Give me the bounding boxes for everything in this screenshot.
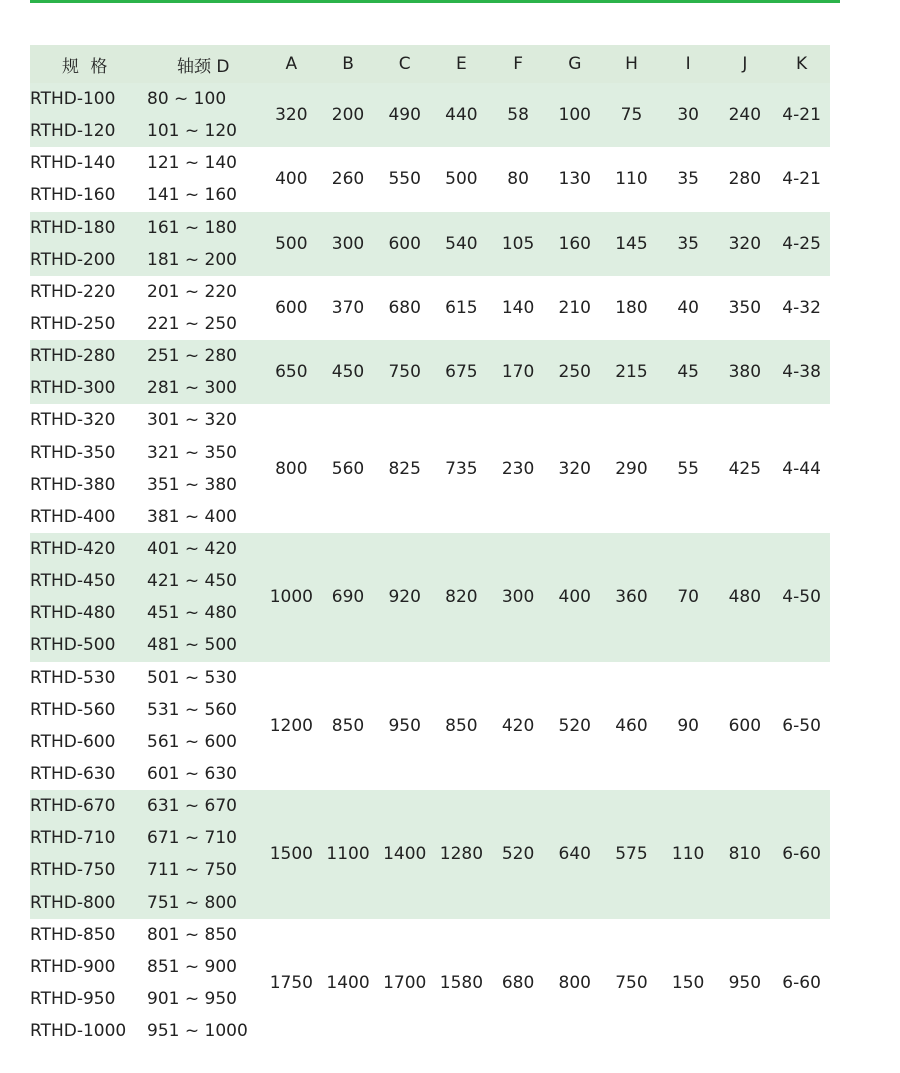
dimension-cell-i: 35 (677, 233, 699, 254)
dimension-cell-c: 825 (388, 458, 421, 479)
spec-cell: RTHD-450 (30, 571, 116, 592)
shaft-d-cell: 251 ~ 280 (147, 346, 237, 367)
dimension-cell-b: 370 (331, 297, 365, 318)
header-row (30, 45, 830, 83)
dimension-cell-a: 600 (275, 297, 308, 318)
dimension-cell-i: 150 (671, 972, 705, 993)
spec-cell: RTHD-750 (30, 860, 116, 881)
dimension-cell-j: 425 (728, 458, 762, 479)
shaft-d-cell: 711 ~ 750 (147, 860, 237, 881)
shaft-d-cell: 801 ~ 850 (147, 924, 237, 945)
shaft-d-cell: 80 ~ 100 (147, 89, 227, 110)
dimension-cell-g: 800 (558, 972, 591, 993)
dimension-cell-g: 320 (558, 458, 591, 479)
dimension-cell-i: 70 (677, 587, 699, 608)
dimension-cell-f: 230 (501, 458, 535, 479)
shaft-d-cell: 281 ~ 300 (147, 378, 237, 399)
dimension-cell-b: 450 (331, 362, 365, 383)
dimension-cell-j: 240 (728, 105, 762, 126)
dimension-cell-c: 950 (388, 715, 421, 736)
spec-cell: RTHD-120 (30, 121, 116, 142)
dimension-cell-a: 320 (275, 105, 308, 126)
header-col-b: B (342, 54, 354, 74)
dimension-cell-f: 80 (507, 169, 529, 190)
header-col-h: H (625, 54, 638, 74)
dimension-cell-b: 300 (331, 233, 365, 254)
dimension-cell-k: 4-38 (782, 362, 821, 383)
header-shaft-d: 轴颈 D (177, 56, 230, 77)
dimension-cell-f: 58 (507, 105, 529, 126)
spec-cell: RTHD-530 (30, 667, 116, 688)
dimension-cell-k: 4-21 (782, 169, 821, 190)
spec-cell: RTHD-900 (30, 956, 116, 977)
table-row (30, 404, 830, 436)
dimension-cell-k: 4-21 (782, 105, 821, 126)
spec-cell: RTHD-320 (30, 410, 116, 431)
table-row (30, 276, 830, 308)
dimension-cell-h: 290 (615, 458, 648, 479)
row-group (30, 340, 830, 404)
spec-cell: RTHD-100 (30, 89, 116, 110)
dimension-cell-i: 45 (677, 362, 699, 383)
shaft-d-cell: 321 ~ 350 (147, 442, 237, 463)
dimension-cell-f: 420 (501, 715, 535, 736)
shaft-d-cell: 421 ~ 450 (147, 571, 237, 592)
spec-cell: RTHD-350 (30, 442, 116, 463)
dimension-cell-a: 1750 (269, 972, 313, 993)
row-group (30, 276, 830, 340)
table-row (30, 533, 830, 565)
dimension-cell-a: 1500 (269, 844, 313, 865)
table-row (30, 340, 830, 372)
top-accent-line (30, 0, 840, 3)
row-group (30, 919, 830, 1048)
shaft-d-cell: 451 ~ 480 (147, 603, 237, 624)
dimension-cell-h: 215 (615, 362, 648, 383)
dimension-cell-g: 520 (558, 715, 591, 736)
spec-cell: RTHD-630 (30, 764, 116, 785)
dimension-cell-a: 400 (275, 169, 308, 190)
spec-cell: RTHD-800 (30, 892, 116, 913)
spec-cell: RTHD-280 (30, 346, 116, 367)
dimension-cell-b: 690 (331, 587, 365, 608)
spec-cell: RTHD-480 (30, 603, 116, 624)
table-row (30, 662, 830, 694)
shaft-d-cell: 351 ~ 380 (147, 474, 237, 495)
dimension-cell-g: 210 (558, 297, 591, 318)
dimension-cell-k: 6-60 (782, 972, 821, 993)
dimension-cell-b: 850 (331, 715, 365, 736)
dimension-cell-c: 600 (388, 233, 421, 254)
header-spec: 规 格 (62, 56, 111, 77)
spec-cell: RTHD-220 (30, 281, 116, 302)
dimension-cell-c: 550 (388, 169, 421, 190)
spec-cell: RTHD-400 (30, 506, 116, 527)
dimension-cell-a: 500 (275, 233, 308, 254)
header-col-j: J (742, 54, 748, 74)
dimension-cell-e: 1280 (439, 844, 484, 865)
spec-cell: RTHD-250 (30, 314, 116, 335)
dimension-cell-k: 4-44 (782, 458, 821, 479)
dimension-cell-i: 55 (677, 458, 699, 479)
shaft-d-cell: 751 ~ 800 (147, 892, 237, 913)
table-row (30, 147, 830, 179)
dimension-cell-c: 750 (388, 362, 421, 383)
spec-cell: RTHD-140 (30, 153, 116, 174)
header-col-f: F (513, 54, 523, 74)
dimension-cell-i: 40 (677, 297, 699, 318)
dimension-cell-j: 600 (728, 715, 762, 736)
dimension-cell-h: 750 (615, 972, 648, 993)
header-col-c: C (398, 54, 411, 74)
dimension-cell-b: 200 (331, 105, 365, 126)
header-col-k: K (796, 54, 808, 74)
table-header (30, 45, 830, 83)
header-col-a: A (285, 54, 298, 74)
dimension-cell-g: 640 (558, 844, 591, 865)
dimension-cell-f: 105 (501, 233, 535, 254)
spec-cell: RTHD-380 (30, 474, 116, 495)
dimension-cell-b: 260 (331, 169, 365, 190)
shaft-d-cell: 201 ~ 220 (147, 281, 237, 302)
dimension-cell-f: 170 (501, 362, 535, 383)
dimension-cell-k: 4-32 (782, 297, 821, 318)
dimension-cell-h: 360 (615, 587, 648, 608)
dimension-cell-j: 320 (728, 233, 762, 254)
spec-cell: RTHD-1000 (30, 1021, 127, 1042)
table-row (30, 790, 830, 822)
dimension-cell-j: 810 (728, 844, 762, 865)
dimension-cell-i: 110 (671, 844, 705, 865)
dimension-cell-c: 1700 (383, 972, 427, 993)
dimension-cell-g: 100 (558, 105, 591, 126)
row-group (30, 404, 830, 533)
dimension-cell-j: 380 (728, 362, 762, 383)
dimension-cell-k: 4-25 (782, 233, 821, 254)
shaft-d-cell: 561 ~ 600 (147, 731, 237, 752)
dimension-cell-i: 90 (677, 715, 699, 736)
shaft-d-cell: 161 ~ 180 (147, 217, 237, 238)
table-row (30, 919, 830, 951)
shaft-d-cell: 631 ~ 670 (147, 796, 237, 817)
dimension-cell-a: 1000 (269, 587, 313, 608)
dimension-cell-b: 560 (331, 458, 365, 479)
shaft-d-cell: 181 ~ 200 (147, 249, 237, 270)
spec-cell: RTHD-420 (30, 539, 116, 560)
dimension-cell-j: 480 (728, 587, 762, 608)
row-group (30, 147, 830, 211)
dimension-cell-c: 680 (388, 297, 421, 318)
dimension-cell-e: 1580 (439, 972, 484, 993)
dimension-cell-c: 920 (388, 587, 421, 608)
dimension-cell-g: 130 (558, 169, 591, 190)
spec-cell: RTHD-560 (30, 699, 116, 720)
dimension-cell-f: 300 (501, 587, 535, 608)
row-group (30, 790, 830, 919)
shaft-d-cell: 851 ~ 900 (147, 956, 237, 977)
dimension-cell-a: 800 (275, 458, 308, 479)
spec-cell: RTHD-850 (30, 924, 116, 945)
dimension-cell-j: 350 (728, 297, 762, 318)
shaft-d-cell: 481 ~ 500 (147, 635, 237, 656)
shaft-d-cell: 121 ~ 140 (147, 153, 237, 174)
shaft-d-cell: 531 ~ 560 (147, 699, 237, 720)
header-col-i: I (685, 54, 691, 74)
dimension-cell-h: 460 (615, 715, 648, 736)
dimension-cell-e: 540 (445, 233, 478, 254)
dimension-cell-b: 1400 (326, 972, 370, 993)
dimension-cell-h: 75 (620, 105, 643, 126)
shaft-d-cell: 901 ~ 950 (147, 989, 237, 1009)
dimension-cell-e: 500 (445, 169, 478, 190)
table-row (30, 212, 830, 244)
dimension-cell-e: 820 (445, 587, 478, 608)
shaft-d-cell: 671 ~ 710 (147, 828, 237, 849)
dimension-cell-e: 735 (445, 458, 478, 479)
dimension-cell-e: 615 (445, 297, 478, 318)
row-group (30, 83, 830, 147)
spec-cell: RTHD-500 (30, 635, 116, 656)
dimension-cell-g: 160 (558, 233, 591, 254)
spec-cell: RTHD-600 (30, 731, 116, 752)
spec-cell: RTHD-200 (30, 249, 116, 270)
spec-cell: RTHD-180 (30, 217, 116, 238)
table-row (30, 83, 830, 115)
dimension-cell-f: 140 (501, 297, 535, 318)
shaft-d-cell: 951 ~ 1000 (147, 1021, 248, 1042)
dimension-cell-j: 950 (728, 972, 762, 993)
dimension-cell-h: 180 (615, 297, 648, 318)
dimension-cell-a: 650 (275, 362, 308, 383)
dimension-cell-e: 850 (445, 715, 478, 736)
row-group (30, 662, 830, 791)
shaft-d-cell: 401 ~ 420 (147, 539, 237, 560)
dimension-cell-c: 1400 (383, 844, 427, 865)
dimension-cell-e: 440 (445, 105, 478, 126)
dimension-cell-g: 250 (558, 362, 591, 383)
dimension-cell-b: 1100 (326, 844, 370, 865)
shaft-d-cell: 601 ~ 630 (147, 764, 237, 785)
dimension-cell-k: 4-50 (782, 587, 821, 608)
dimension-cell-a: 1200 (269, 715, 313, 736)
dimension-cell-h: 145 (615, 233, 648, 254)
shaft-d-cell: 101 ~ 120 (147, 121, 237, 142)
dimension-cell-g: 400 (558, 587, 591, 608)
spec-cell: RTHD-710 (30, 828, 116, 849)
dimension-cell-e: 675 (445, 362, 478, 383)
dimension-cell-k: 6-50 (782, 715, 821, 736)
row-group (30, 212, 830, 276)
spec-cell: RTHD-670 (30, 796, 116, 817)
row-group (30, 533, 830, 662)
dimension-cell-j: 280 (728, 169, 762, 190)
spec-table (30, 45, 830, 1047)
dimension-cell-h: 575 (615, 844, 648, 865)
shaft-d-cell: 501 ~ 530 (147, 667, 237, 688)
dimension-cell-f: 520 (501, 844, 535, 865)
dimension-cell-f: 680 (501, 972, 535, 993)
dimension-cell-k: 6-60 (782, 844, 821, 865)
shaft-d-cell: 301 ~ 320 (147, 410, 237, 431)
header-col-g: G (568, 54, 582, 74)
shaft-d-cell: 221 ~ 250 (147, 314, 237, 335)
spec-cell: RTHD-160 (30, 185, 116, 206)
dimension-cell-h: 110 (615, 169, 648, 190)
shaft-d-cell: 141 ~ 160 (147, 185, 237, 206)
shaft-d-cell: 381 ~ 400 (147, 506, 237, 527)
dimension-cell-c: 490 (388, 105, 421, 126)
dimension-cell-i: 30 (677, 105, 699, 126)
dimension-cell-i: 35 (677, 169, 699, 190)
header-col-e: E (456, 54, 467, 74)
spec-cell: RTHD-950 (30, 989, 116, 1009)
spec-cell: RTHD-300 (30, 378, 116, 399)
